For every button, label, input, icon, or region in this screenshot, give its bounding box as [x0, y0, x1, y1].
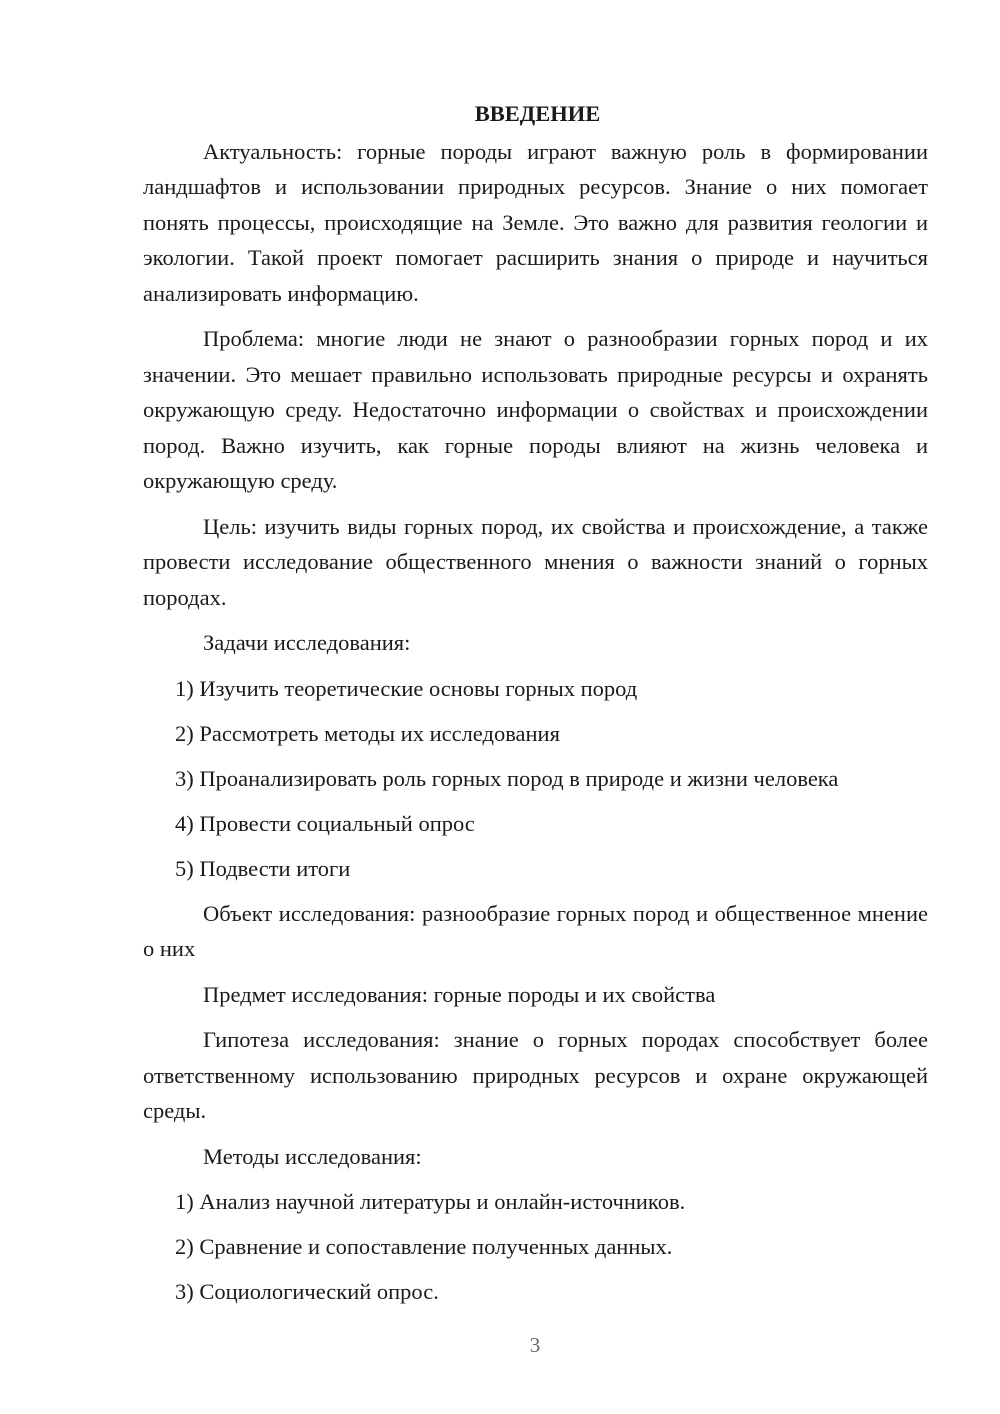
subject-paragraph: Предмет исследования: горные породы и их свойства	[203, 981, 716, 1007]
task-item-4: 4) Провести социальный опрос	[175, 810, 475, 836]
task-item-2: 2) Рассмотреть методы их исследования	[175, 720, 560, 746]
page-content	[143, 96, 928, 1319]
task-item-3: 3) Проанализировать роль горных пород в природе и жизни человека	[175, 765, 839, 791]
problem-paragraph: Проблема: многие люди не знают о разнообразии горных пород и их значении. Это мешает правильно использовать природные ресурсы и охранять окружающую среду. Недостаточно информации о свойствах и происхождении пород. Важно изучить, как горные породы влияют на жизнь человека и окружающую среду.	[143, 326, 928, 493]
object-paragraph: Объект исследования: разнообразие горных пород и общественное мнение о них	[143, 900, 928, 961]
method-item-2: 2) Сравнение и сопоставление полученных данных.	[175, 1234, 673, 1259]
methods-heading: Методы исследования:	[203, 1143, 422, 1169]
relevance-paragraph: Актуальность: горные породы играют важную роль в формировании ландшафтов и использовании природных ресурсов. Знание о них помогает понять процессы, происходящие на Земле. Это важно для развития геологии и экологии. Такой проект помогает расширить знания о природе и научиться анализировать информацию.	[143, 138, 928, 306]
method-item-3: 3) Социологический опрос.	[175, 1279, 439, 1304]
section-title: ВВЕДЕНИЕ	[474, 101, 601, 126]
page-number: 3	[529, 1333, 541, 1357]
method-item-1: 1) Анализ научной литературы и онлайн-источников.	[175, 1189, 686, 1214]
task-item-1: 1) Изучить теоретические основы горных пород	[175, 675, 638, 701]
goal-paragraph: Цель: изучить виды горных пород, их свойства и происхождение, а также провести исследование общественного мнения о важности знаний о горных породах.	[143, 513, 928, 610]
task-item-5: 5) Подвести итоги	[175, 855, 351, 881]
hypothesis-paragraph: Гипотеза исследования: знание о горных породах способствует более ответственному использованию природных ресурсов и охране окружающей среды.	[143, 1027, 928, 1123]
tasks-heading: Задачи исследования:	[203, 630, 411, 655]
